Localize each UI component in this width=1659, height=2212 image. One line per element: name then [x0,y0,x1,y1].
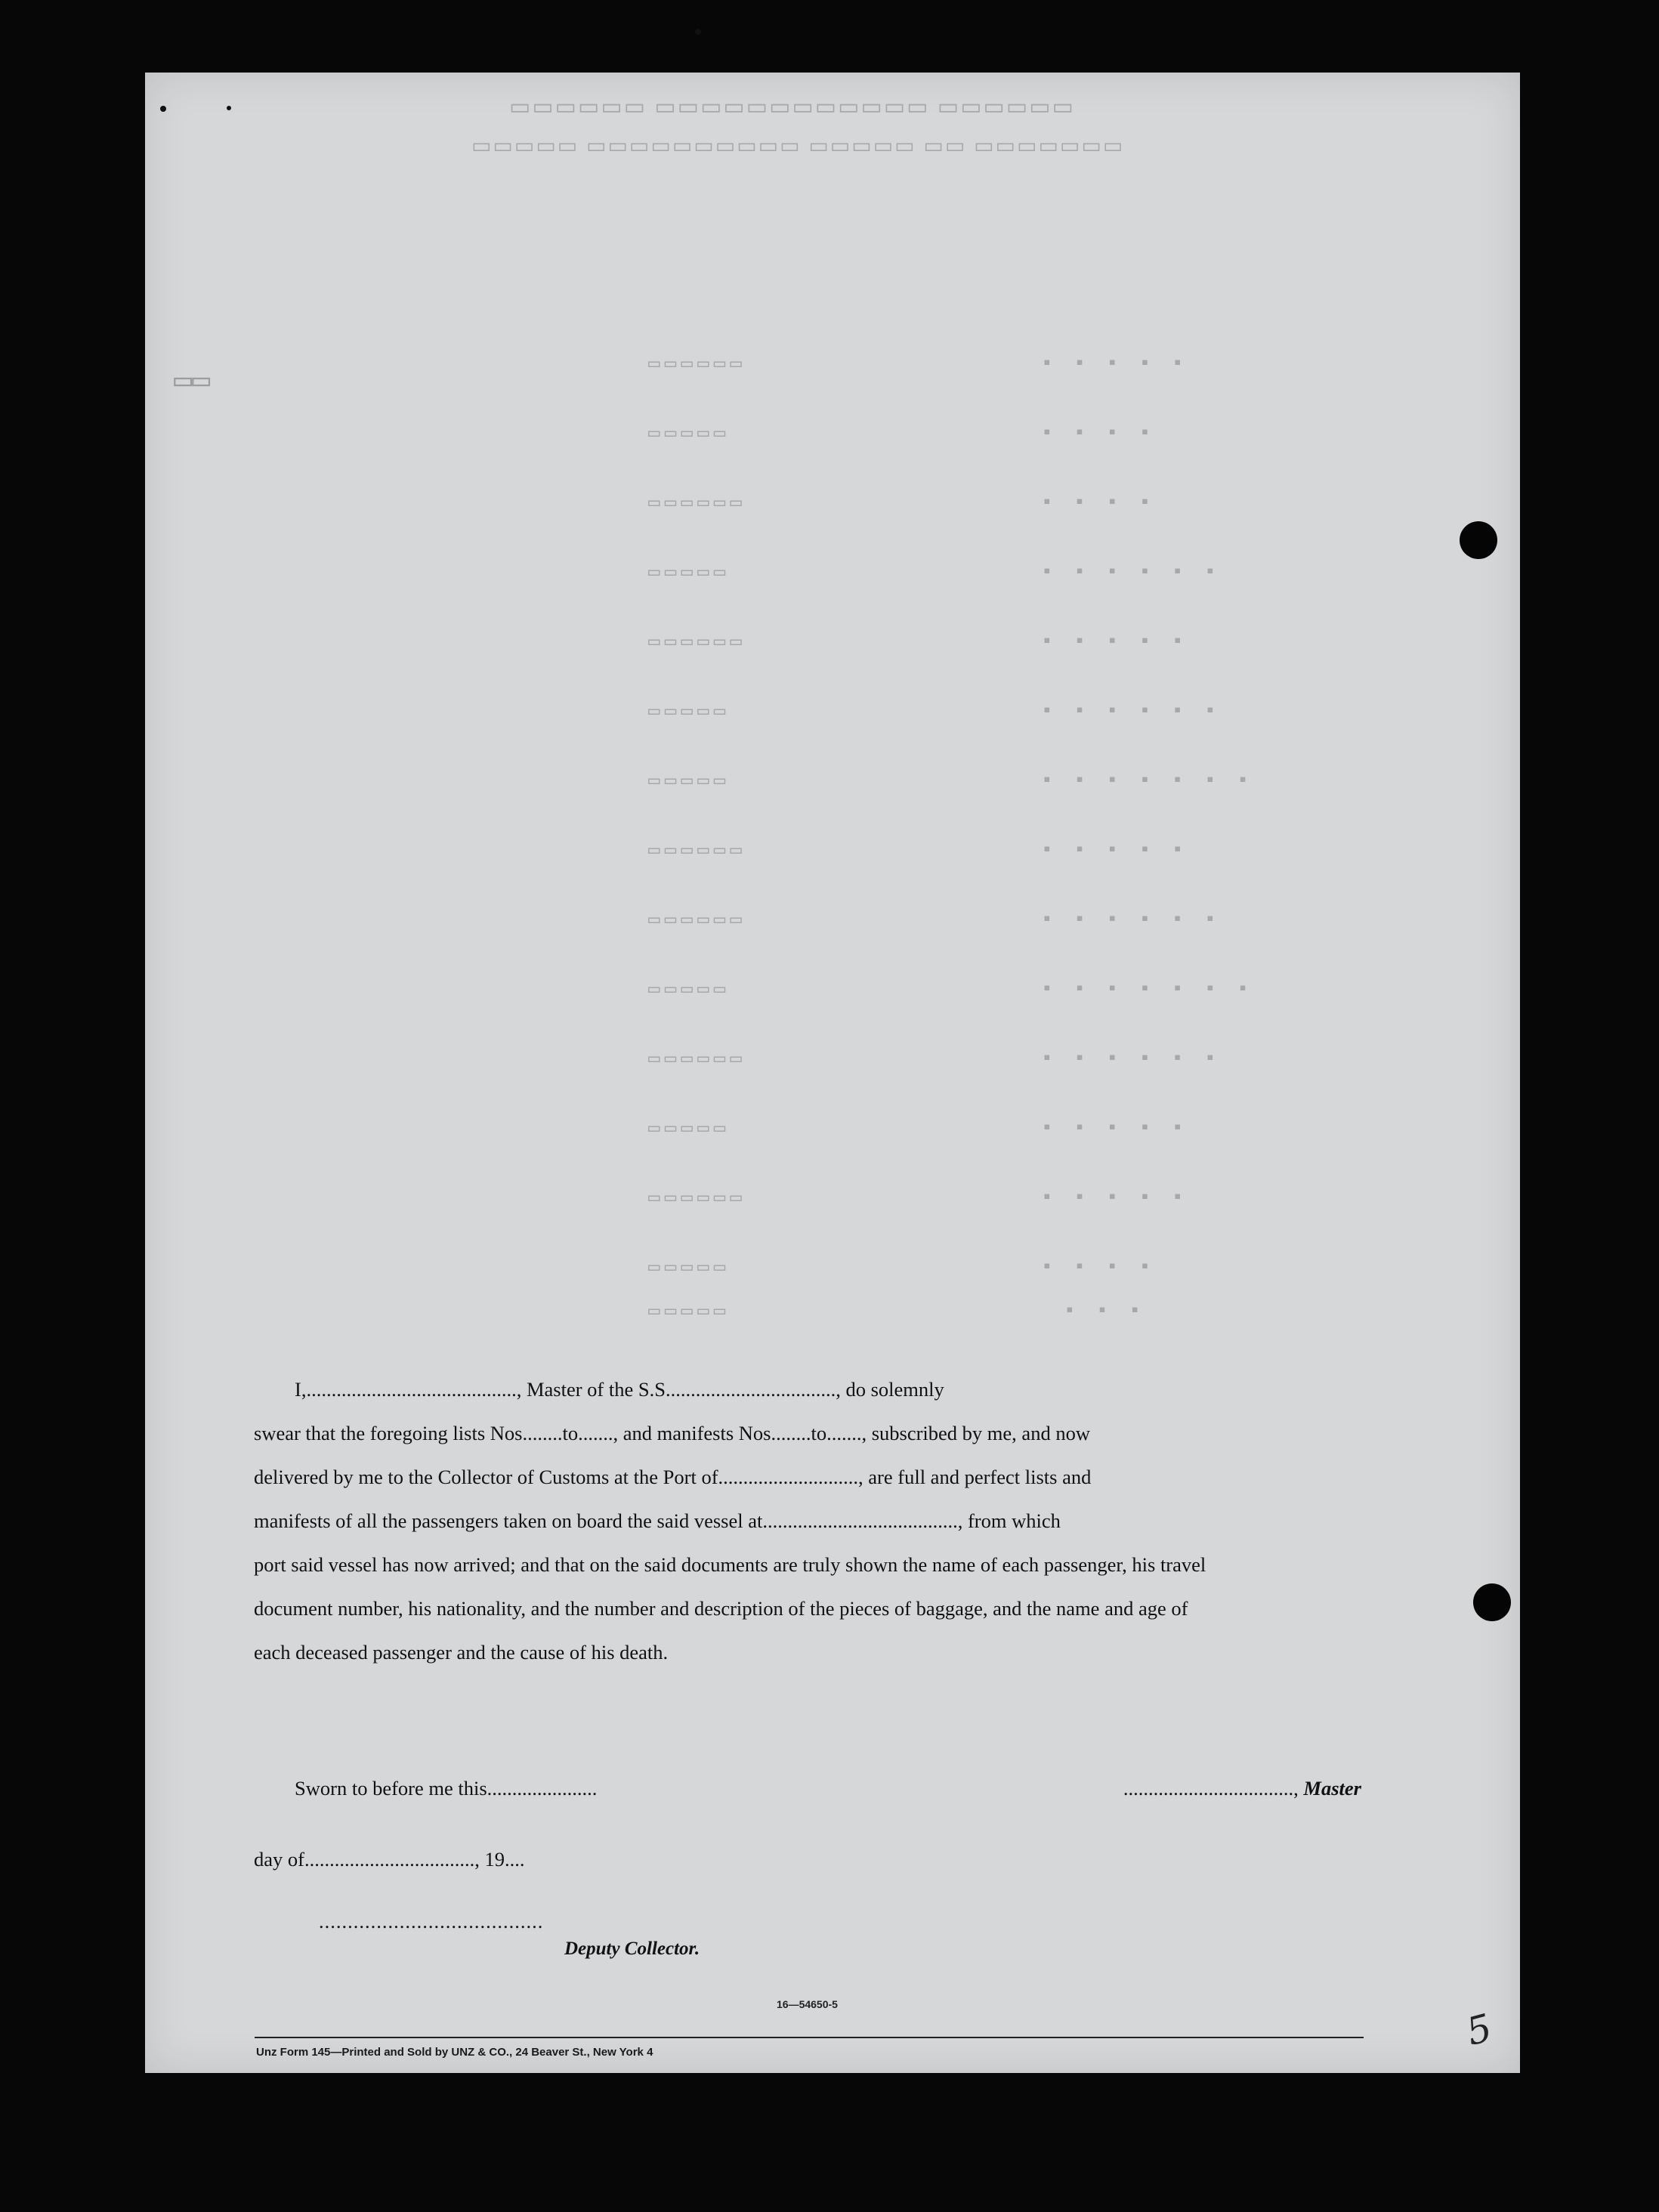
handwritten-page-mark: 5 [1462,2005,1497,2055]
deputy-collector-label: Deputy Collector. [564,1939,700,1959]
bleed-through-row: ▭▭▭▭▭ [644,1117,726,1140]
bleed-through-row: ▪ ▪ ▪ ▪ [1036,1256,1151,1278]
bleed-through-row: ▭▭▭▭▭▭ [644,1187,742,1209]
oath-line-3: delivered by me to the Collector of Customs at the Port of............................, are full and perfect lists and [254,1466,1092,1488]
oath-line-5: port said vessel has now arrived; and that on the said documents are truly shown the name of each passenger, his travel [254,1553,1206,1576]
bleed-through-row: ▭▭▭▭▭ [644,978,726,1001]
bleed-through-row: ▪ ▪ ▪ ▪ ▪ [1036,352,1184,375]
oath-line-6: document number, his nationality, and the number and description of the pieces of baggage, and the name and age of [254,1597,1188,1620]
date-line: day of.................................., 19.... [254,1848,525,1871]
master-label: Master [1303,1777,1361,1800]
scan-speck [160,106,166,112]
bleed-through-row: ▭▭▭▭▭ [644,561,726,584]
deputy-signature-dots: ....................................... [319,1910,544,1932]
master-signature-dots: .................................., [1123,1777,1304,1800]
bleed-through-row: ▭▭▭▭▭▭ [644,1048,742,1070]
bleed-through-row: ▪ ▪ ▪ ▪ ▪ ▪ [1036,700,1216,722]
oath-paragraph [254,1367,1363,1674]
bleed-through-row: ▪ ▪ ▪ ▪ ▪ [1036,839,1184,861]
oath-line-2: swear that the foregoing lists Nos........to......., and manifests Nos........to......., subscribed by me, and now [254,1422,1090,1444]
bleed-through-row: ▪ ▪ ▪ ▪ ▪ ▪ [1036,1047,1216,1070]
printer-footer: Unz Form 145—Printed and Sold by UNZ & CO., 24 Beaver St., New York 4 [256,2046,653,2059]
bleed-through-row: ▪ ▪ ▪ [1059,1299,1142,1322]
bleed-through-row: ▪ ▪ ▪ ▪ [1036,422,1151,444]
punch-hole [1473,1583,1511,1621]
form-number: 16—54650-5 [777,1998,838,2010]
bleed-through-row: ▪ ▪ ▪ ▪ ▪ ▪ [1036,561,1216,583]
master-signature-line [923,1777,1361,1800]
document-page [145,73,1520,2073]
punch-hole [1460,521,1497,559]
bleed-through-row: ▪ ▪ ▪ ▪ [1036,491,1151,514]
bleed-through-row: ▭▭▭▭▭ [644,700,726,723]
bleed-through-row: ▭▭▭▭▭▭ [644,492,742,514]
bleed-through-header: ▭▭▭▭▭▭ ▭▭▭▭▭▭▭▭▭▭▭▭ ▭▭▭▭▭▭ [508,94,1074,119]
oath-line-7: each deceased passenger and the cause of his death. [254,1641,669,1664]
bleed-through-row: ▭▭▭▭▭▭ [644,909,742,931]
bleed-through-row: ▭▭▭▭▭▭ [644,839,742,862]
scan-speck [695,29,701,35]
bleed-through-row: ▭▭▭▭▭ [644,1300,726,1323]
bleed-through-row: ▪ ▪ ▪ ▪ ▪ [1036,1186,1184,1209]
scan-speck [227,106,231,110]
bleed-through-row: ▭▭▭▭▭▭ [644,631,742,653]
bleed-through-page-number: ▭▭ [174,366,211,400]
oath-line-1: I,.........................................., Master of the S.S.................................., do solemnly [295,1378,944,1401]
footer-rule [255,2037,1364,2038]
bleed-through-row: ▪ ▪ ▪ ▪ ▪ [1036,1117,1184,1139]
bleed-through-row: ▪ ▪ ▪ ▪ ▪ ▪ ▪ [1036,769,1249,792]
oath-line-4: manifests of all the passengers taken on board the said vessel at......................................., from which [254,1509,1061,1532]
bleed-through-row: ▭▭▭▭▭ [644,422,726,445]
bleed-through-row: ▪ ▪ ▪ ▪ ▪ ▪ ▪ [1036,978,1249,1000]
bleed-through-subheader: ▭▭▭▭▭▭▭ ▭▭ ▭▭▭▭▭ ▭▭▭▭▭▭▭▭▭▭ ▭▭▭▭▭ [470,134,1123,157]
bleed-through-row: ▪ ▪ ▪ ▪ ▪ ▪ [1036,908,1216,931]
bleed-through-row: ▪ ▪ ▪ ▪ ▪ [1036,630,1184,653]
sworn-line: Sworn to before me this...................... [295,1777,598,1800]
bleed-through-row: ▭▭▭▭▭ [644,1256,726,1279]
bleed-through-row: ▭▭▭▭▭ [644,770,726,792]
bleed-through-row: ▭▭▭▭▭▭ [644,353,742,375]
